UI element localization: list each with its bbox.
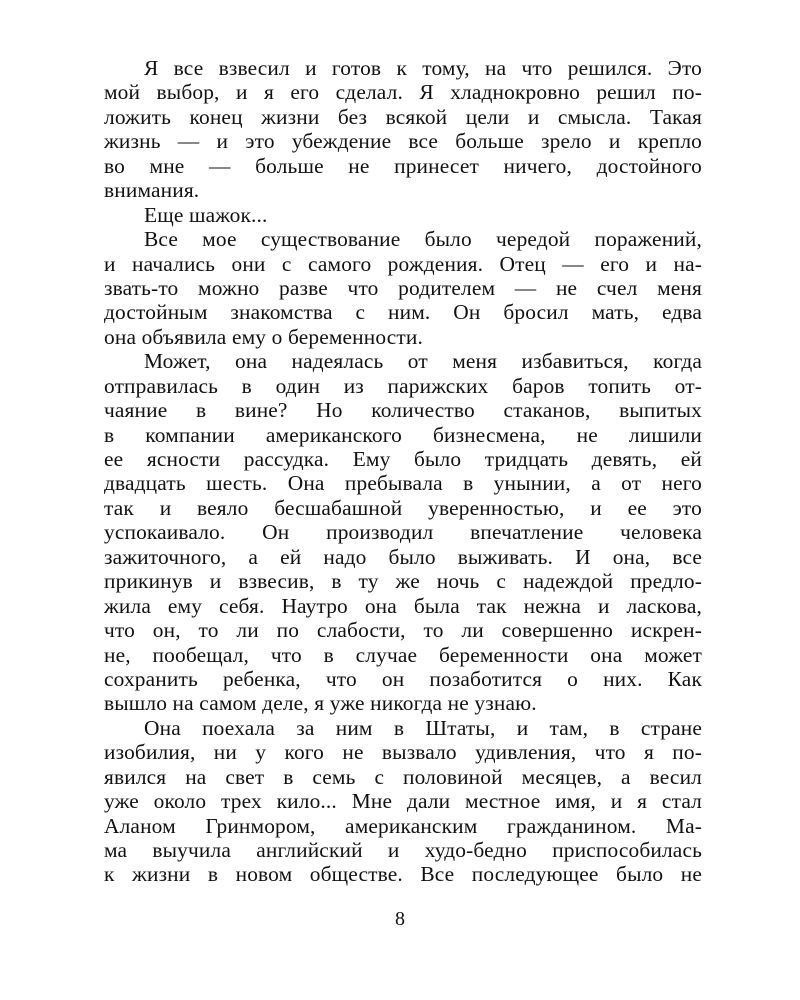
paragraph-5 [104,716,702,887]
text-line: и начались они с самого рождения. Отец — его и на- [104,251,702,276]
text-line: жила ему себя. Наутро она была так нежна и ласкова, [104,593,702,618]
text-line: Может, она надеялась от меня избавиться, когда [144,349,702,374]
text-line: двадцать шесть. Она пребывала в унынии, а от него [104,471,702,496]
body-text [104,56,702,887]
paragraph-1 [104,56,702,203]
text-line: Еще шажок... [144,202,268,227]
text-line: в компании американского бизнесмена, не лишили [104,422,702,447]
text-line: изобилия, ни у кого не вызвало удивления, что я по- [104,740,702,765]
text-line: ее ясности рассудка. Ему было тридцать девять, ей [104,447,702,471]
paragraph-4 [104,349,702,716]
text-line: чаяние в вине? Но количество стаканов, выпитых [104,398,702,423]
text-line: отправилась в один из парижских баров топить от- [104,373,702,398]
text-line: вышло на самом деле, я уже никогда не узнаю. [104,691,537,716]
text-line: Все мое существование было чередой поражений, [144,227,702,252]
paragraph-2 [104,203,702,227]
text-line: ложить конец жизни без всякой цели и смысла. Такая [104,104,702,129]
text-line: во мне — больше не принесет ничего, достойного [104,153,702,178]
text-line: что он, то ли по слабости, то ли совершенно искрен- [104,618,702,643]
text-line: Я все взвесил и готов к тому, на что решился. Это [144,56,702,80]
text-line: сохранить ребенка, что он позаботится о них. Как [104,666,702,691]
text-line: жизнь — и это убеждение все больше зрело и крепло [104,129,702,154]
text-line: успокаивало. Он производил впечатление человека [104,520,702,545]
text-line: внимания. [104,178,200,203]
text-line: к жизни в новом обществе. Все последующее было не [104,862,702,887]
text-line: звать-то можно разве что родителем — не счел меня [104,275,702,300]
text-line: достойным знакомства с ним. Он бросил мать, едва [104,300,702,325]
text-line: ма выучила английский и худо-бедно приспособилась [104,838,702,862]
text-line: не, пообещал, что в случае беременности она может [104,642,702,667]
text-line: Она поехала за ним в Штаты, и там, в стране [144,715,702,740]
text-line: так и веяло бесшабашной уверенностью, и ее это [104,495,702,520]
page-number: 8 [395,908,405,930]
text-line: она объявила ему о беременности. [104,324,423,349]
text-line: Аланом Гринмором, американским гражданином. Ма- [104,813,702,838]
text-line: прикинув и взвесив, в ту же ночь с надеждой предло- [104,569,702,594]
text-line: зажиточного, а ей надо было выживать. И она, все [104,544,702,569]
text-line: явился на свет в семь с половиной месяцев, а весил [104,764,702,789]
paragraph-3 [104,227,702,349]
text-line: уже около трех кило... Мне дали местное имя, и я стал [104,789,702,814]
text-line: мой выбор, и я его сделал. Я хладнокровно решил по- [104,80,702,105]
